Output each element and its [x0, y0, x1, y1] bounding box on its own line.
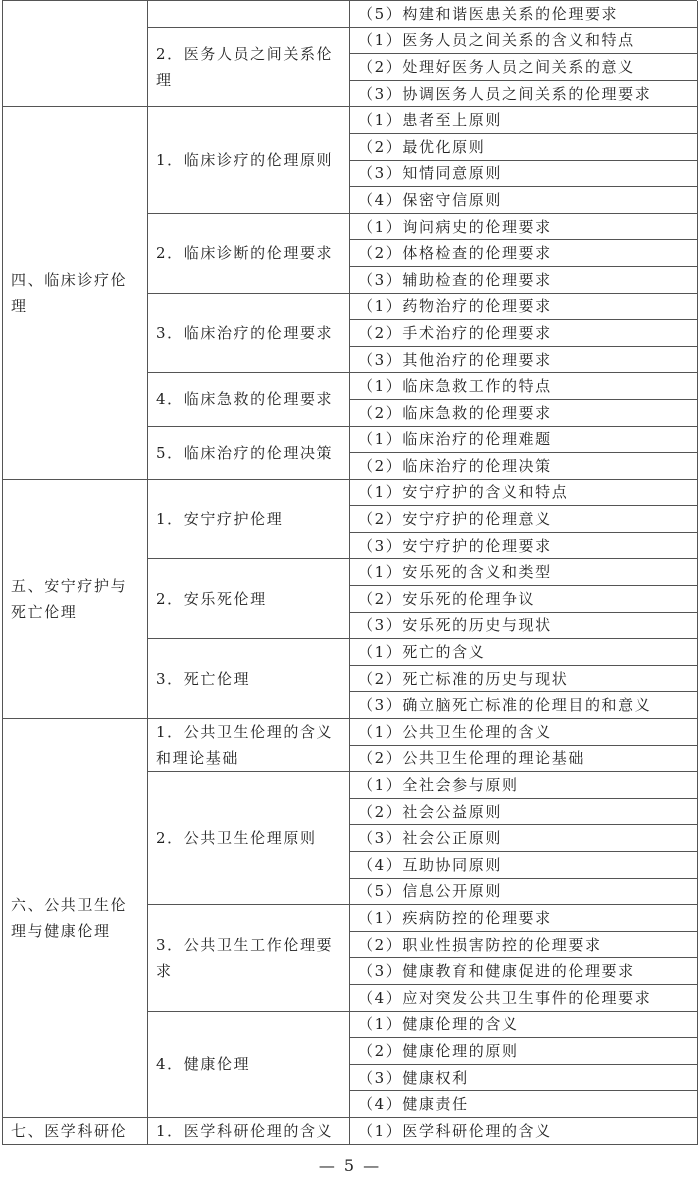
item-text-cell [350, 161, 698, 188]
subsection-title: 5．临床治疗的伦理决策 [156, 443, 334, 462]
item-text: （1）临床治疗的伦理难题 [358, 430, 552, 449]
item-text-cell [350, 480, 698, 507]
item-text-cell [350, 772, 698, 799]
subsection-title: 4．健康伦理 [156, 1055, 251, 1074]
item-text: （2）职业性损害防控的伦理要求 [358, 935, 602, 954]
item-text-cell [350, 958, 698, 985]
item-text: （3）健康教育和健康促进的伦理要求 [358, 962, 635, 981]
section-title: 六、公共卫生伦理与健康伦理 [11, 895, 128, 940]
item-text-cell [350, 453, 698, 480]
page-number: — 5 — [318, 1156, 382, 1175]
syllabus-table [2, 0, 697, 1145]
subsection-title: 3．死亡伦理 [156, 669, 251, 688]
item-text-cell [350, 54, 698, 81]
subsection-title: 1．医学科研伦理的含义 [156, 1121, 334, 1140]
item-text-cell [350, 81, 698, 108]
item-text-cell [350, 1118, 698, 1145]
item-text-cell [350, 240, 698, 267]
item-text-cell [350, 613, 698, 640]
subsection-title-cell [148, 294, 350, 374]
item-text-cell [350, 347, 698, 374]
item-text: （3）安宁疗护的伦理要求 [358, 536, 552, 555]
item-text: （3）社会公正原则 [358, 829, 502, 848]
item-text-cell [350, 692, 698, 719]
section-title: 四、临床诊疗伦理 [11, 271, 128, 316]
item-text: （3）协调医务人员之间关系的伦理要求 [358, 84, 652, 103]
subsection-title-cell [148, 719, 350, 772]
item-text: （4）健康责任 [358, 1095, 469, 1114]
item-text-cell [350, 1091, 698, 1118]
item-text: （2）处理好医务人员之间关系的意义 [358, 57, 635, 76]
item-text: （2）死亡标准的历史与现状 [358, 669, 569, 688]
section-title-cell [3, 480, 148, 719]
item-text: （3）安乐死的历史与现状 [358, 616, 552, 635]
subsection-title: 2．临床诊断的伦理要求 [156, 244, 334, 263]
section-title: 五、安宁疗护与死亡伦理 [11, 576, 128, 621]
subsection-title: 2．公共卫生伦理原则 [156, 829, 317, 848]
subsection-title-cell [148, 214, 350, 294]
item-text-cell [350, 427, 698, 454]
item-text-cell [350, 825, 698, 852]
item-text: （1）医务人员之间关系的含义和特点 [358, 31, 635, 50]
item-text: （3）健康权利 [358, 1068, 469, 1087]
subsection-title-cell [148, 772, 350, 905]
subsection-title: 3．临床治疗的伦理要求 [156, 323, 334, 342]
item-text-cell [350, 187, 698, 214]
item-text-cell [350, 932, 698, 959]
item-text-cell [350, 879, 698, 906]
item-text: （2）临床急救的伦理要求 [358, 403, 552, 422]
section-title-cell [3, 107, 148, 479]
subsection-title-cell [148, 1118, 350, 1145]
subsection-title: 4．临床急救的伦理要求 [156, 390, 334, 409]
item-text: （3）确立脑死亡标准的伦理目的和意义 [358, 696, 652, 715]
item-text-cell [350, 400, 698, 427]
item-text: （1）临床急救工作的特点 [358, 377, 552, 396]
item-text: （1）全社会参与原则 [358, 776, 519, 795]
section-title-cell [3, 1, 148, 107]
item-text: （2）社会公益原则 [358, 802, 502, 821]
item-text: （1）安乐死的含义和类型 [358, 563, 552, 582]
item-text-cell [350, 134, 698, 161]
subsection-title: 1．临床诊疗的伦理原则 [156, 151, 334, 170]
item-text-cell [350, 1, 698, 28]
item-text: （4）应对突发公共卫生事件的伦理要求 [358, 988, 652, 1007]
item-text-cell [350, 852, 698, 879]
item-text-cell [350, 533, 698, 560]
subsection-title: 2．安乐死伦理 [156, 589, 267, 608]
subsection-title-cell [148, 28, 350, 108]
subsection-title-cell [148, 1, 350, 28]
item-text: （1）死亡的含义 [358, 643, 486, 662]
item-text-cell [350, 905, 698, 932]
item-text: （2）手术治疗的伦理要求 [358, 323, 552, 342]
subsection-title-cell [148, 639, 350, 719]
item-text: （2）安宁疗护的伦理意义 [358, 510, 552, 529]
item-text-cell [350, 28, 698, 55]
item-text-cell [350, 746, 698, 773]
item-text: （1）药物治疗的伦理要求 [358, 297, 552, 316]
item-text-cell [350, 320, 698, 347]
item-text: （5）构建和谐医患关系的伦理要求 [358, 4, 619, 23]
item-text: （1）医学科研伦理的含义 [358, 1121, 552, 1140]
item-text: （2）公共卫生伦理的理论基础 [358, 749, 585, 768]
item-text-cell [350, 719, 698, 746]
item-text: （2）健康伦理的原则 [358, 1041, 519, 1060]
item-text-cell [350, 373, 698, 400]
item-text: （4）保密守信原则 [358, 190, 502, 209]
subsection-title-cell [148, 905, 350, 1011]
subsection-title: 2．医务人员之间关系伦理 [156, 44, 334, 89]
item-text-cell [350, 107, 698, 134]
subsection-title-cell [148, 107, 350, 213]
item-text: （1）安宁疗护的含义和特点 [358, 483, 569, 502]
item-text-cell [350, 559, 698, 586]
item-text-cell [350, 666, 698, 693]
item-text: （2）临床治疗的伦理决策 [358, 456, 552, 475]
item-text-cell [350, 586, 698, 613]
item-text-cell [350, 506, 698, 533]
item-text-cell [350, 1012, 698, 1039]
subsection-title-cell [148, 427, 350, 480]
item-text-cell [350, 294, 698, 321]
subsection-title-cell [148, 1012, 350, 1118]
item-text: （1）患者至上原则 [358, 111, 502, 130]
item-text-cell [350, 985, 698, 1012]
item-text-cell [350, 639, 698, 666]
item-text-cell [350, 214, 698, 241]
section-title: 七、医学科研伦 [11, 1121, 128, 1140]
subsection-title-cell [148, 373, 350, 426]
subsection-title-cell [148, 480, 350, 560]
item-text-cell [350, 267, 698, 294]
item-text: （1）公共卫生伦理的含义 [358, 722, 552, 741]
item-text-cell [350, 799, 698, 826]
item-text: （5）信息公开原则 [358, 882, 502, 901]
subsection-title: 1．公共卫生伦理的含义和理论基础 [156, 723, 334, 768]
item-text: （3）其他治疗的伦理要求 [358, 350, 552, 369]
item-text: （2）最优化原则 [358, 137, 486, 156]
subsection-title: 3．公共卫生工作伦理要求 [156, 935, 334, 980]
item-text: （1）健康伦理的含义 [358, 1015, 519, 1034]
section-title-cell [3, 1118, 148, 1145]
subsection-title-cell [148, 559, 350, 639]
item-text-cell [350, 1038, 698, 1065]
item-text: （3）知情同意原则 [358, 164, 502, 183]
item-text: （2）安乐死的伦理争议 [358, 589, 536, 608]
item-text: （2）体格检查的伦理要求 [358, 244, 552, 263]
subsection-title: 1．安宁疗护伦理 [156, 510, 284, 529]
item-text: （3）辅助检查的伦理要求 [358, 270, 552, 289]
item-text: （4）互助协同原则 [358, 855, 502, 874]
item-text-cell [350, 1065, 698, 1092]
item-text: （1）疾病防控的伦理要求 [358, 908, 552, 927]
item-text: （1）询问病史的伦理要求 [358, 217, 552, 236]
section-title-cell [3, 719, 148, 1118]
